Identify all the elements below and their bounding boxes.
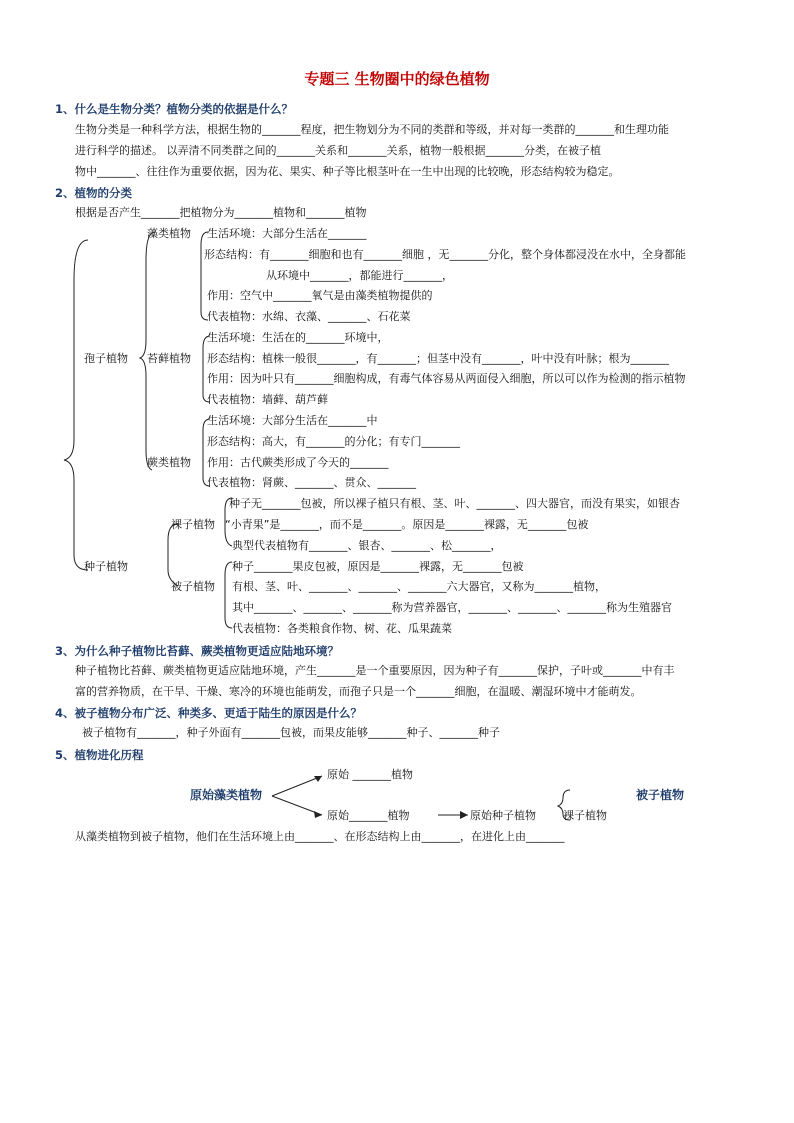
moss-rep: 代表植物：墙藓、葫芦藓 (207, 393, 328, 406)
moss-form: 形态结构：植株一般很_______，有_______；但茎中没有_______，叶中没有叶脉；根为_______ (207, 352, 669, 365)
question-5-heading: 5、植物进化历程 (55, 748, 144, 762)
algae-label: 藻类植物 (147, 227, 191, 240)
angiosperm-end-label: 被子植物 (636, 788, 685, 802)
q2-intro: 根据是否产生_______把植物分为_______植物和_______植物 (75, 206, 367, 219)
moss-use: 作用：因为叶只有_______细胞构成，有毒气体容易从两面侵入细胞，所以可以作为检测的指示植物 (207, 372, 686, 385)
q1-line-1: 生物分类是一种科学方法，根据生物的_______程度，把生物划分为不同的类群和等级，并对每一类群的_______和生理功能 (75, 123, 669, 136)
angiosperm-label: 被子植物 (171, 580, 215, 593)
question-1-heading: 1、什么是生物分类？植物分类的依据是什么？ (55, 102, 293, 116)
q3-line-1: 种子植物比苔藓、蕨类植物更适应陆地环境，产生_______是一个重要原因，因为种子有_______保护，子叶或_______中有丰 (75, 664, 675, 677)
question-2-heading: 2、植物的分类 (55, 186, 133, 200)
gymnosperm-end-label: 裸子植物 (563, 809, 607, 822)
gymnosperm-line-2: “小青果”是_______，而不是_______。原因是_______裸露，无_______包被 (225, 518, 589, 531)
primitive-algae-label: 原始藻类植物 (190, 788, 263, 802)
gymnosperm-line-3: 典型代表植物有_______、银杏、_______、松_______， (232, 539, 502, 552)
angiosperm-line-4: 代表植物：各类粮食作物、树、花、瓜果蔬菜 (232, 622, 452, 635)
evolution-summary: 从藻类植物到被子植物，他们在生活环境上由_______、在形态结构上由_______，在进化上由_______ (75, 830, 565, 843)
spore-plants-label: 孢子植物 (84, 352, 128, 365)
primitive-top-label: 原始 _______植物 (327, 768, 413, 781)
algae-form-1: 形态结构：有_______细胞和也有_______细胞 ，无_______分化，整个身体都浸没在水中，全身都能 (204, 248, 686, 261)
angiosperm-line-1: 种子_______果皮包被，原因是_______裸露，无_______包被 (232, 560, 524, 573)
primitive-bottom-label: 原始_______植物 (327, 809, 410, 822)
fern-form: 形态结构：高大，有_______的分化；有专门_______ (207, 435, 460, 448)
fern-label: 蕨类植物 (147, 456, 191, 469)
algae-form-2: 从环境中_______，都能进行_______， (266, 269, 453, 282)
algae-env: 生活环境：大部分生活在_______ (207, 227, 367, 240)
algae-rep: 代表植物：水绵、衣藻、_______、石花菜 (207, 310, 411, 323)
fern-use: 作用：古代蕨类形成了今天的_______ (207, 456, 389, 469)
fern-env: 生活环境：大部分生活在_______中 (207, 414, 378, 427)
q1-line-2: 进行科学的描述。 以弄清不同类群之间的_______关系和_______关系，植物一般根据_______分类，在被子植 (75, 144, 601, 157)
question-4-heading: 4、被子植物分布广泛、种类多、更适于陆生的原因是什么？ (55, 706, 362, 720)
fern-rep: 代表植物：肾蕨、_______、贯众、_______ (207, 476, 416, 489)
angiosperm-line-2: 有根、茎、叶、_______、_______、_______六大器官，又称为_______植物， (232, 580, 606, 593)
angiosperm-line-3: 其中_______、_______、_______称为营养器官，_______、_______、_______称为生殖器官 (232, 601, 672, 614)
algae-use: 作用：空气中_______氧气是由藻类植物提供的 (207, 289, 433, 302)
gymnosperm-line-1: 种子无_______包被，所以裸子植只有根、茎、叶、_______、四大器官，而没有果实，如银杏 (229, 497, 680, 510)
question-3-heading: 3、为什么种子植物比苔藓、蕨类植物更适应陆地环境？ (55, 644, 339, 658)
moss-label: 苔藓植物 (147, 352, 191, 365)
q3-line-2: 富的营养物质，在干旱、干燥、寒冷的环境也能萌发，而孢子只是一个_______细胞，在温暖、潮湿环境中才能萌发。 (75, 685, 642, 698)
page-title: 专题三 生物圈中的绿色植物 (304, 70, 490, 88)
primitive-seed-plant-label: 原始种子植物 (470, 809, 536, 822)
q1-line-3: 物中_______、往往作为重要依据，因为花、果实、种子等比根茎叶在一生中出现的比较晚，形态结构较为稳定。 (75, 165, 620, 178)
gymnosperm-label: 裸子植物 (171, 518, 215, 531)
q4-line-1: 被子植物有_______，种子外面有_______包被，而果皮能够_______种子、_______种子 (82, 726, 500, 739)
moss-env: 生活环境：生活在的_______环境中， (207, 331, 389, 344)
seed-plants-label: 种子植物 (84, 560, 128, 573)
